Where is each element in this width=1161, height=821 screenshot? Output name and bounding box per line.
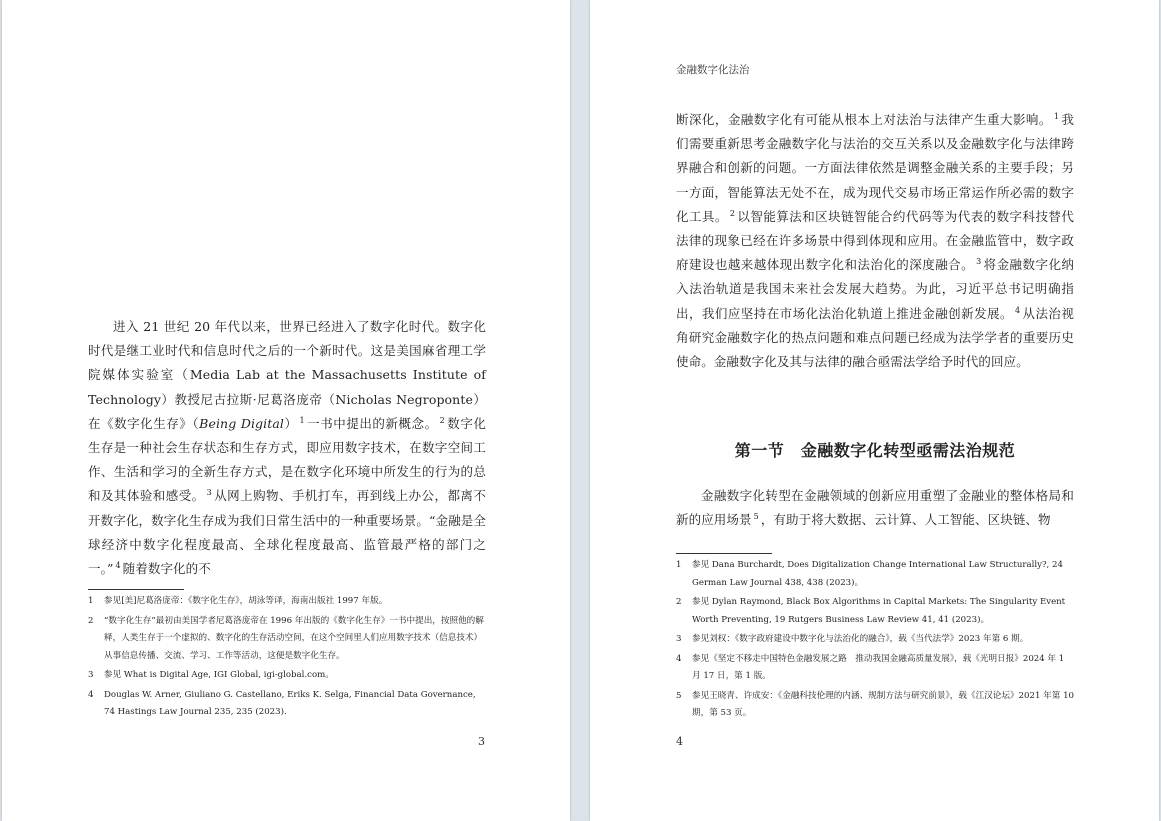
footnote-number: 4 [88,689,94,700]
body-text-section [676,484,1074,532]
footnote-number: 5 [676,690,682,701]
footnote [88,593,486,611]
footnote [88,687,486,722]
footnote [676,651,1074,686]
footnote-ref[interactable]: 2 [729,208,736,218]
footnote-divider [88,589,184,590]
text-run: 以智能算法和区块链智能合约代码等为代表的数字科技替代法律的现象已经在许多场景中得到体现和应用。在金融监管中，数字政府建设也越来越体现出数字化和法治化的深度融合。 [676,208,1074,273]
footnote-text: Douglas W. Arner, Giuliano G. Castellano, Eriks K. Selga, Financial Data Governance, 74 Hastings Law Journal 235, 235 (2023). [104,689,476,717]
right-page [590,0,1159,821]
footnote [676,631,1074,649]
footnote-ref[interactable]: 1 [1053,112,1060,121]
footnote-number: 3 [676,634,682,644]
footnote-number: 1 [676,560,682,570]
text-run: ，有助于将大数据、云计算、人工智能、区块链、物 [760,512,1051,528]
text-run: 数字化生存是一种社会生存状态和生存方式，即应用数字技术，在数字空间工作、生活和学习的全新生存方式，是在数字化环境中所发生的行为的总和及其体验和感受。 [88,415,486,504]
footnote-number: 4 [676,653,682,664]
left-page [2,0,570,821]
footnote-number: 2 [88,615,94,626]
text-run: 我们需要重新思考金融数字化与法治的交互关系以及金融数字化与法律跨界融合和创新的问题。一方面法律依然是调整金融关系的主要手段；另一方面，智能算法无处不在，成为现代交易市场正常运作所必需的数字化工具。 [676,112,1074,224]
footnote-ref[interactable]: 4 [115,561,121,571]
paragraph [676,484,1074,532]
footnote [676,557,1074,592]
text-run: ） [284,415,298,431]
footnote-ref[interactable]: 2 [439,415,445,425]
footnote [88,613,486,666]
text-run: 从网上购物、手机打车，再到线上办公，都离不开数字化，数字化生存成为我们日常生活中的一种重要场景。“金融是全球经济中数字化程度最高、全球化程度最高、监管最严格的部门之一。” [88,488,486,577]
text-run: 一书中提出的新概念。 [306,415,438,431]
text-run: 将金融数字化纳入法治轨道是我国未来社会发展大趋势。为此，习近平总书记明确指出，我们应坚持在市场化法治化轨道上推进金融创新发展。 [676,257,1074,321]
footnote-number: 3 [88,670,94,680]
paragraph [88,315,486,581]
footnote [676,594,1074,629]
footnote-text: 参见 Dylan Raymond, Black Box Algorithms in Capital Markets: The Singularity Event Worth Preventing, 19 Rutgers Business Law Review 41, 41 (2023)。 [692,597,1066,625]
body-text [88,315,486,581]
text-run: 进入 21 世纪 20 年代以来，世界已经进入了数字化时代。数字化时代是继工业时代和信息时代之后的一个新时代。这是美国麻省理工学院媒体实验室（Media Lab at the Massachusetts Institute of Technology）教授尼古拉斯·尼葛洛庞帝（Nicholas Negroponte）在《数字化生存》（ [88,319,486,431]
page-number: 4 [676,735,683,748]
running-header: 金融数字化法治 [676,64,750,76]
footnote-text: 参见刘权：《数字政府建设中数字化与法治化的融合》，载《当代法学》2023 年第 6 期。 [692,634,1029,644]
text-run: 从法治视角研究金融数字化的热点问题和难点问题已经成为法学学者的重要历史使命。金融数字化及其与法律的融合亟需法学给予时代的回应。 [676,305,1074,370]
footnote-ref[interactable]: 3 [206,488,212,498]
footnote-ref[interactable]: 4 [1014,305,1021,315]
footnotes [676,557,1074,725]
footnote-ref[interactable]: 5 [753,512,759,522]
footnote [676,688,1074,723]
footnote-ref[interactable]: 3 [976,257,982,267]
italic-title: Being Digital [199,415,285,431]
footnotes [88,593,486,724]
footnote-divider [676,553,772,554]
text-run: 随着数字化的不 [122,561,211,577]
footnote-text: 参见王晓青、许成安：《金融科技伦理的内涵、规制方法与研究前景》，载《江汉论坛》2021 年第 10 期，第 53 页。 [692,690,1075,718]
section-title: 第一节 金融数字化转型亟需法治规范 [734,441,1016,460]
footnote-text: 参见[美]尼葛洛庞帝：《数字化生存》，胡泳等译，海南出版社 1997 年版。 [104,596,388,606]
footnote-text: 参见 What is Digital Age, IGI Global, igi-global.com。 [104,670,334,680]
page-number: 3 [478,735,485,748]
footnote-number: 1 [88,596,94,606]
text-run: 金融数字化转型在金融领域的创新应用重塑了金融业的整体格局和新的应用场景 [676,488,1074,528]
footnote-ref[interactable]: 1 [299,415,305,425]
footnote [88,667,486,685]
footnote-text: 参见 Dana Burchardt, Does Digitalization Change International Law Structurally?, 24 German Law Journal 438, 438 (2023)。 [692,560,1063,588]
paragraph [676,108,1074,374]
footnote-number: 2 [676,597,682,607]
footnote-text: “数字化生存”最初由美国学者尼葛洛庞帝在 1996 年出版的《数字化生存》一书中提出，按照他的解释，人类生存于一个虚拟的、数字化的生存活动空间，在这个空间里人们应用数字技术（信息技术）从事信息传播、交流、学习、工作等活动，这便是数字化生存。 [104,615,484,661]
text-run: 断深化，金融数字化有可能从根本上对法治与法律产生重大影响。 [676,112,1052,127]
body-text [676,108,1074,374]
footnote-text: 参见《坚定不移走中国特色金融发展之路 推动我国金融高质量发展》，载《光明日报》2024 年 1 月 17 日，第 1 版。 [692,653,1065,681]
